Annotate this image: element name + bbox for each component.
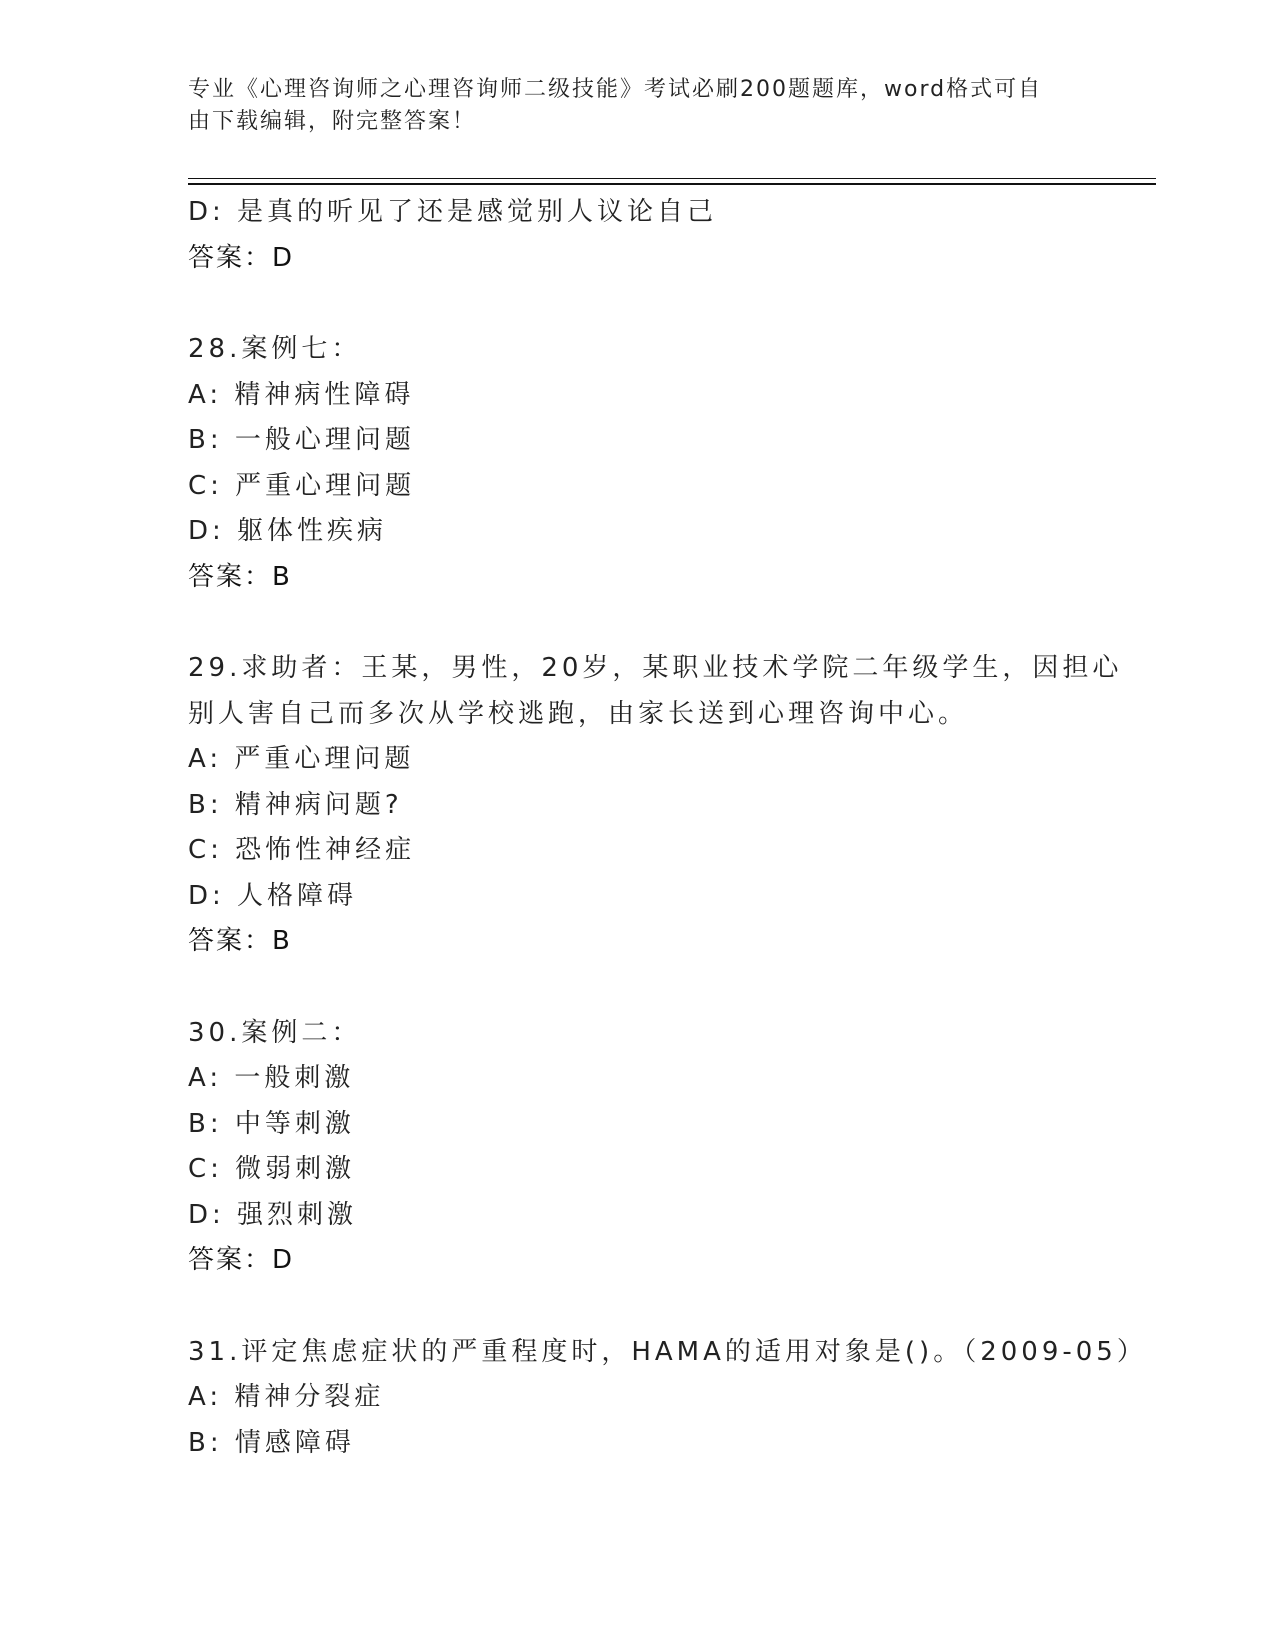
question-stem: 28.案例七： <box>188 334 362 364</box>
option-c: C: 严重心理问题 <box>188 470 416 501</box>
question-31 <box>188 1330 1147 1467</box>
option-d: D: 是真的听见了还是感觉别人议论自己 <box>188 197 718 227</box>
option-b: B: 精神病问题? <box>188 789 403 820</box>
question-28 <box>188 327 1088 600</box>
question-stem-line-1: 29.求助者：王某，男性，20岁，某职业技术学院二年级学生，因担心 <box>188 653 1123 683</box>
option-a: A: 精神分裂症 <box>188 1382 385 1412</box>
option-a: A: 一般刺激 <box>188 1063 355 1093</box>
option-b: B: 一般心理问题 <box>188 425 415 455</box>
option-a: A: 严重心理问题 <box>188 744 415 774</box>
answer-line: 答案：D <box>188 242 295 273</box>
option-c: C: 微弱刺激 <box>188 1154 356 1184</box>
question-stem-line-2: 别人害自己而多次从学校逃跑，由家长送到心理咨询中心。 <box>188 698 969 729</box>
option-b: B: 中等刺激 <box>188 1108 355 1139</box>
answer-line: 答案：B <box>188 561 292 592</box>
option-d: D: 人格障碍 <box>188 880 358 911</box>
question-fragment <box>188 190 1088 281</box>
question-stem: 30.案例二： <box>188 1017 362 1048</box>
header-divider-bottom <box>188 183 1156 185</box>
option-d: D: 强烈刺激 <box>188 1199 358 1230</box>
header-line-1: 专业《心理咨询师之心理咨询师二级技能》考试必刷200题题库，word格式可自 <box>188 77 1043 102</box>
answer-line: 答案：B <box>188 926 292 956</box>
header-divider-top <box>188 178 1156 179</box>
question-30 <box>188 1011 1088 1284</box>
document-header <box>188 74 1068 138</box>
option-d: D: 躯体性疾病 <box>188 516 388 546</box>
header-line-2: 由下载编辑，附完整答案！ <box>188 109 477 134</box>
option-a: A: 精神病性障碍 <box>188 379 415 410</box>
option-c: C: 恐怖性神经症 <box>188 835 416 865</box>
question-29 <box>188 646 1123 965</box>
document-body <box>188 190 1147 1466</box>
answer-line: 答案：D <box>188 1245 295 1275</box>
option-b: B: 情感障碍 <box>188 1427 355 1458</box>
question-stem: 31.评定焦虑症状的严重程度时，HAMA的适用对象是()。（2009-05） <box>188 1336 1147 1367</box>
